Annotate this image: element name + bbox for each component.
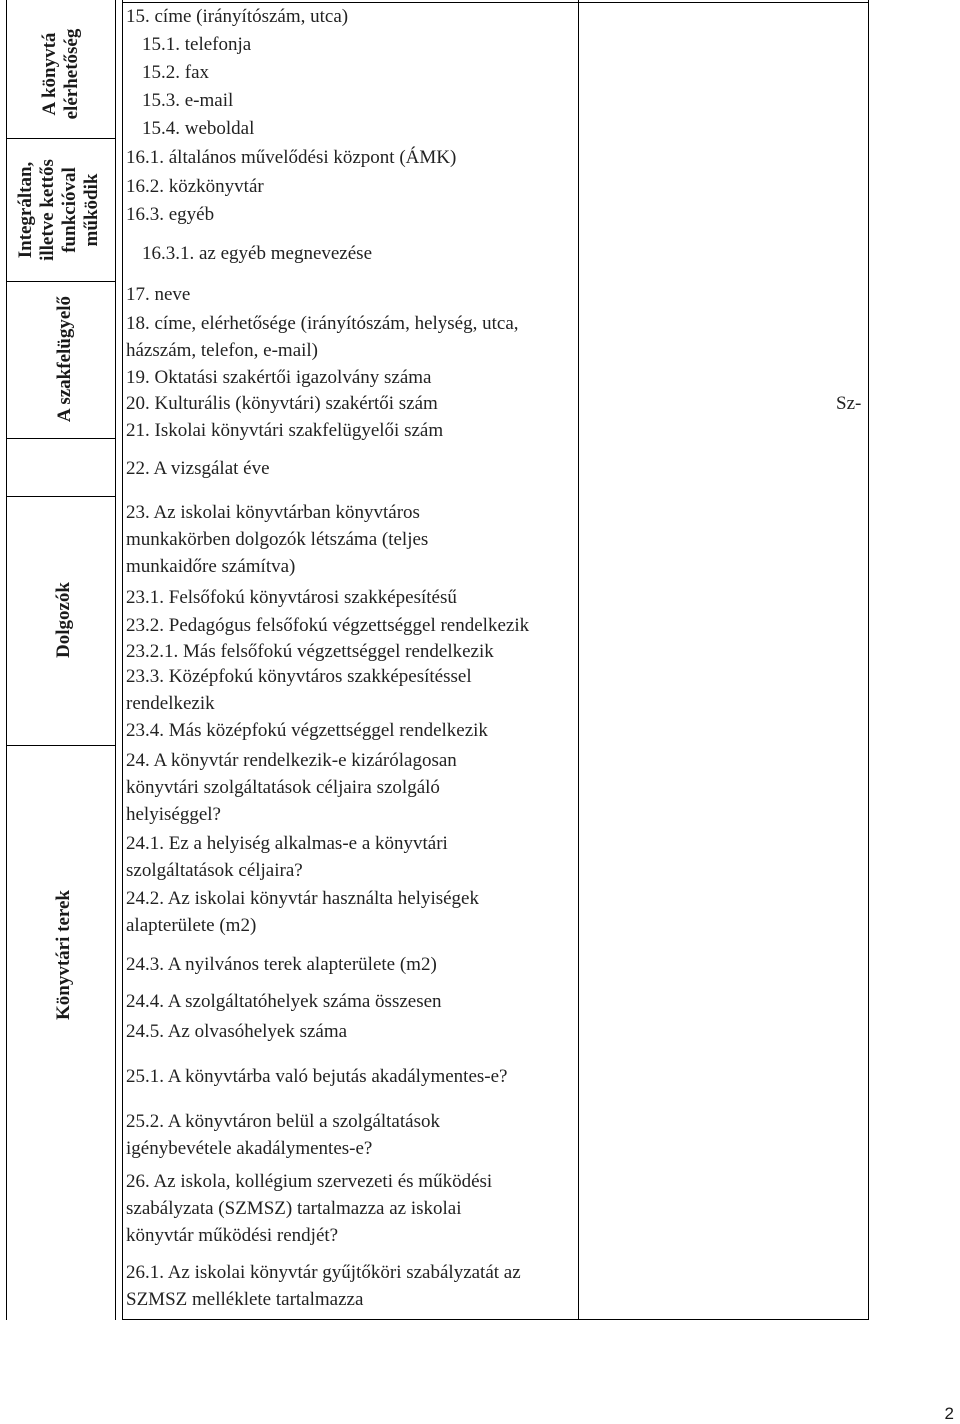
section-label-spaces: Könyvtári terek [53, 890, 74, 1020]
section-divider [6, 281, 116, 282]
row-23: 23. Az iskolai könyvtárban könyvtáros [126, 502, 420, 523]
row-19: 19. Oktatási szakértői igazolvány száma [126, 367, 432, 388]
row-15-4: 15.4. weboldal [142, 118, 255, 139]
left-border [6, 0, 7, 1320]
row-20: 20. Kulturális (könyvtári) szakértői szám [126, 393, 438, 414]
text-column-left-border [122, 0, 123, 1320]
section-label-supervisor: A szakfelügyelő [54, 295, 75, 423]
row-26-1-cont: SZMSZ melléklete tartalmazza [126, 1289, 364, 1310]
row-16-2: 16.2. közkönyvtár [126, 176, 264, 197]
label-column-border [115, 0, 116, 1320]
section-label-integrated: Integráltan, illetve kettős funkcióval működik [15, 159, 102, 261]
section-divider [6, 745, 116, 746]
row-24-2-cont: alapterülete (m2) [126, 915, 257, 936]
bottom-border [122, 1319, 869, 1320]
row-18-cont: házszám, telefon, e-mail) [126, 340, 319, 361]
text-column-right-border [578, 0, 579, 1320]
page-number: 2 [944, 1404, 954, 1423]
row-24-1-cont: szolgáltatások céljaira? [126, 860, 303, 881]
row-23-2: 23.2. Pedagógus felsőfokú végzettséggel rendelkezik [126, 615, 530, 636]
row-21: 21. Iskolai könyvtári szakfelügyelői szám [126, 420, 444, 441]
row-24-3: 24.3. A nyilvános terek alapterülete (m2) [126, 954, 437, 975]
section-divider [6, 496, 116, 497]
row-25-1: 25.1. A könyvtárba való bejutás akadálymentes-e? [126, 1066, 508, 1087]
section-label-access: A könyvtá elérhetőség [39, 28, 82, 120]
row-23-4: 23.4. Más középfokú végzettséggel rendelkezik [126, 720, 488, 741]
row-23-cont: munkakörben dolgozók létszáma (teljes [126, 529, 429, 550]
right-border [868, 0, 869, 1320]
row-26-cont: szabályzata (SZMSZ) tartalmazza az iskolai [126, 1198, 462, 1219]
section-label-staff: Dolgozók [53, 582, 74, 658]
row-16-1: 16.1. általános művelődési központ (ÁMK) [126, 147, 457, 168]
row-24: 24. A könyvtár rendelkezik-e kizárólagosan [126, 750, 457, 771]
row-15: 15. címe (irányítószám, utca) [126, 6, 349, 27]
row-15-2: 15.2. fax [142, 62, 210, 83]
row-16-3-1: 16.3.1. az egyéb megnevezése [142, 243, 373, 264]
row-24-cont: könyvtári szolgáltatások céljaira szolgáló [126, 777, 440, 798]
row-16-3: 16.3. egyéb [126, 204, 215, 225]
top-border [122, 2, 869, 3]
row-23-3: 23.3. Középfokú könyvtáros szakképesítéssel [126, 666, 472, 687]
section-divider [6, 438, 116, 439]
row-18: 18. címe, elérhetősége (irányítószám, helység, utca, [126, 313, 519, 334]
row-17: 17. neve [126, 284, 191, 305]
row-15-3: 15.3. e-mail [142, 90, 234, 111]
row-24-5: 24.5. Az olvasóhelyek száma [126, 1021, 348, 1042]
row-23-cont2: munkaidőre számítva) [126, 556, 296, 577]
row-23-1: 23.1. Felsőfokú könyvtárosi szakképesítésű [126, 587, 457, 608]
row-15-1: 15.1. telefonja [142, 34, 252, 55]
row-26-cont2: könyvtár működési rendjét? [126, 1225, 339, 1246]
row-23-2-1: 23.2.1. Más felsőfokú végzettséggel rendelkezik [126, 641, 494, 662]
row-26-1: 26.1. Az iskolai könyvtár gyűjtőköri szabályzatát az [126, 1262, 521, 1283]
row-25-2: 25.2. A könyvtáron belül a szolgáltatások [126, 1111, 440, 1132]
row-24-cont2: helyiséggel? [126, 804, 221, 825]
row-24-2: 24.2. Az iskolai könyvtár használta helyiségek [126, 888, 479, 909]
row-26: 26. Az iskola, kollégium szervezeti és működési [126, 1171, 493, 1192]
row-22: 22. A vizsgálat éve [126, 458, 270, 479]
side-note: Sz- [836, 393, 862, 414]
row-24-4: 24.4. A szolgáltatóhelyek száma összesen [126, 991, 442, 1012]
row-23-3-cont: rendelkezik [126, 693, 215, 714]
row-24-1: 24.1. Ez a helyiség alkalmas-e a könyvtári [126, 833, 448, 854]
row-25-2-cont: igénybevétele akadálymentes-e? [126, 1138, 373, 1159]
